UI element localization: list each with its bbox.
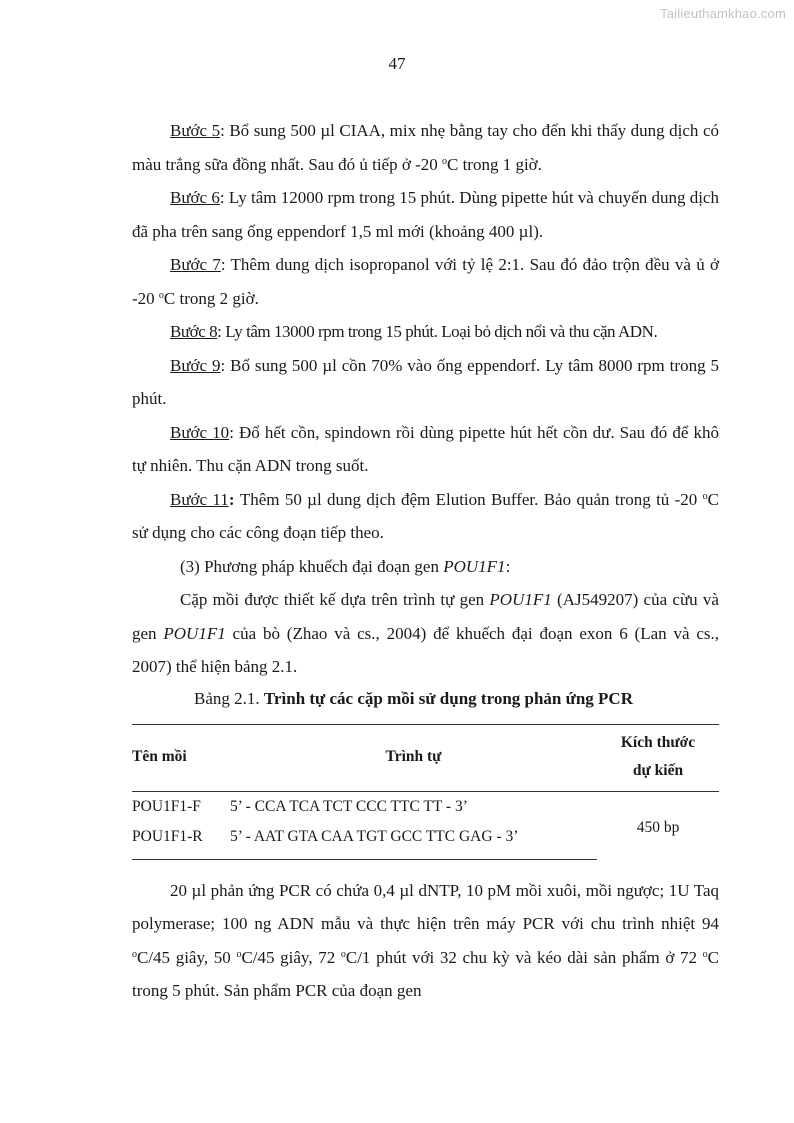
- step-label: Bước 8: [170, 322, 218, 341]
- method-heading: (3) Phương pháp khuếch đại đoạn gen POU1F1:: [180, 556, 511, 576]
- primer-sequence: 5’ - CCA TCA TCT CCC TTC TT - 3’: [230, 797, 468, 815]
- step-label: Bước 6: [170, 188, 220, 207]
- table-header-row: [132, 724, 719, 791]
- step-label: Bước 11: [170, 489, 229, 509]
- primer-sequence: 5’ - AAT GTA CAA TGT GCC TTC GAG - 3’: [230, 817, 597, 860]
- table-caption: Bảng 2.1. Trình tự các cặp mồi sử dụng trong phản ứng PCR: [194, 688, 633, 708]
- document-body: [132, 114, 719, 1008]
- step-6-paragraph: Bước 6: Ly tâm 12000 rpm trong 15 phút. Dùng pipette hút và chuyển dung dịch đã pha trên sang ống eppendorf 1,5 ml mới (khoảng 400 µl).: [132, 188, 719, 241]
- primer-name: POU1F1-F: [132, 797, 201, 815]
- step-11-paragraph: Bước 11: Thêm 50 µl dung dịch đệm Elution Buffer. Bảo quản trong tủ -20 $^o$C sử dụng cho các công đoạn tiếp theo.: [132, 489, 719, 542]
- step-label: Bước 7: [170, 255, 221, 274]
- primer-name: POU1F1-R: [132, 817, 230, 860]
- primer-paragraph: Cặp mồi được thiết kế dựa trên trình tự gen POU1F1 (AJ549207) của cừu và gen POU1F1 của bò (Zhao và cs., 2004) để khuếch đại đoạn exon 6 (Lan và cs., 2007) thể hiện bảng 2.1.: [132, 590, 720, 676]
- header-primer-name: Tên mồi: [132, 724, 230, 791]
- step-9-paragraph: Bước 9: Bổ sung 500 µl cồn 70% vào ống eppendorf. Ly tâm 8000 rpm trong 5 phút.: [132, 355, 719, 408]
- expected-size: 450 bp: [636, 818, 680, 836]
- step-label: Bước 10: [170, 422, 230, 442]
- table-row: [132, 791, 719, 817]
- step-8-paragraph: Bước 8: Ly tâm 13000 rpm trong 15 phút. Loại bỏ dịch nổi và thu cặn ADN.: [170, 322, 658, 341]
- step-label: Bước 9: [170, 355, 221, 375]
- step-7-paragraph: Bước 7: Thêm dung dịch isopropanol với tỷ lệ 2:1. Sau đó đảo trộn đều và ủ ở -20 $^o$C trong 2 giờ.: [132, 255, 719, 308]
- page-number: 47: [388, 54, 406, 73]
- step-label: Bước 5: [170, 121, 221, 140]
- primer-table: [132, 724, 719, 860]
- pcr-paragraph: 20 µl phản ứng PCR có chứa 0,4 µl dNTP, 10 pM mồi xuôi, mồi ngược; 1U Taq polymerase; 100 ng ADN mẫu và thực hiện trên máy PCR với chu trình nhiệt 94 $^o$C/45 giây, 50 $^o$C/45 giây, 72 $^o$C/1 phút với 32 chu kỳ và kéo dài sản phẩm ở 72 $^o$C trong 5 phút. Sản phẩm PCR của đoạn gen: [132, 880, 719, 1000]
- header-sequence: Trình tự: [230, 724, 597, 791]
- step-5-paragraph: Bước 5: Bổ sung 500 µl CIAA, mix nhẹ bằng tay cho đến khi thấy dung dịch có màu trắng sữa đồng nhất. Sau đó ủ tiếp ở -20 $^o$C trong 1 giờ.: [132, 121, 719, 174]
- watermark: Tailieuthamkhao.com: [660, 6, 786, 21]
- step-10-paragraph: Bước 10: Đổ hết cồn, spindown rồi dùng pipette hút hết cồn dư. Sau đó để khô tự nhiên. Thu cặn ADN trong suốt.: [132, 422, 719, 475]
- header-expected-size: Kích thước dự kiến: [597, 724, 719, 791]
